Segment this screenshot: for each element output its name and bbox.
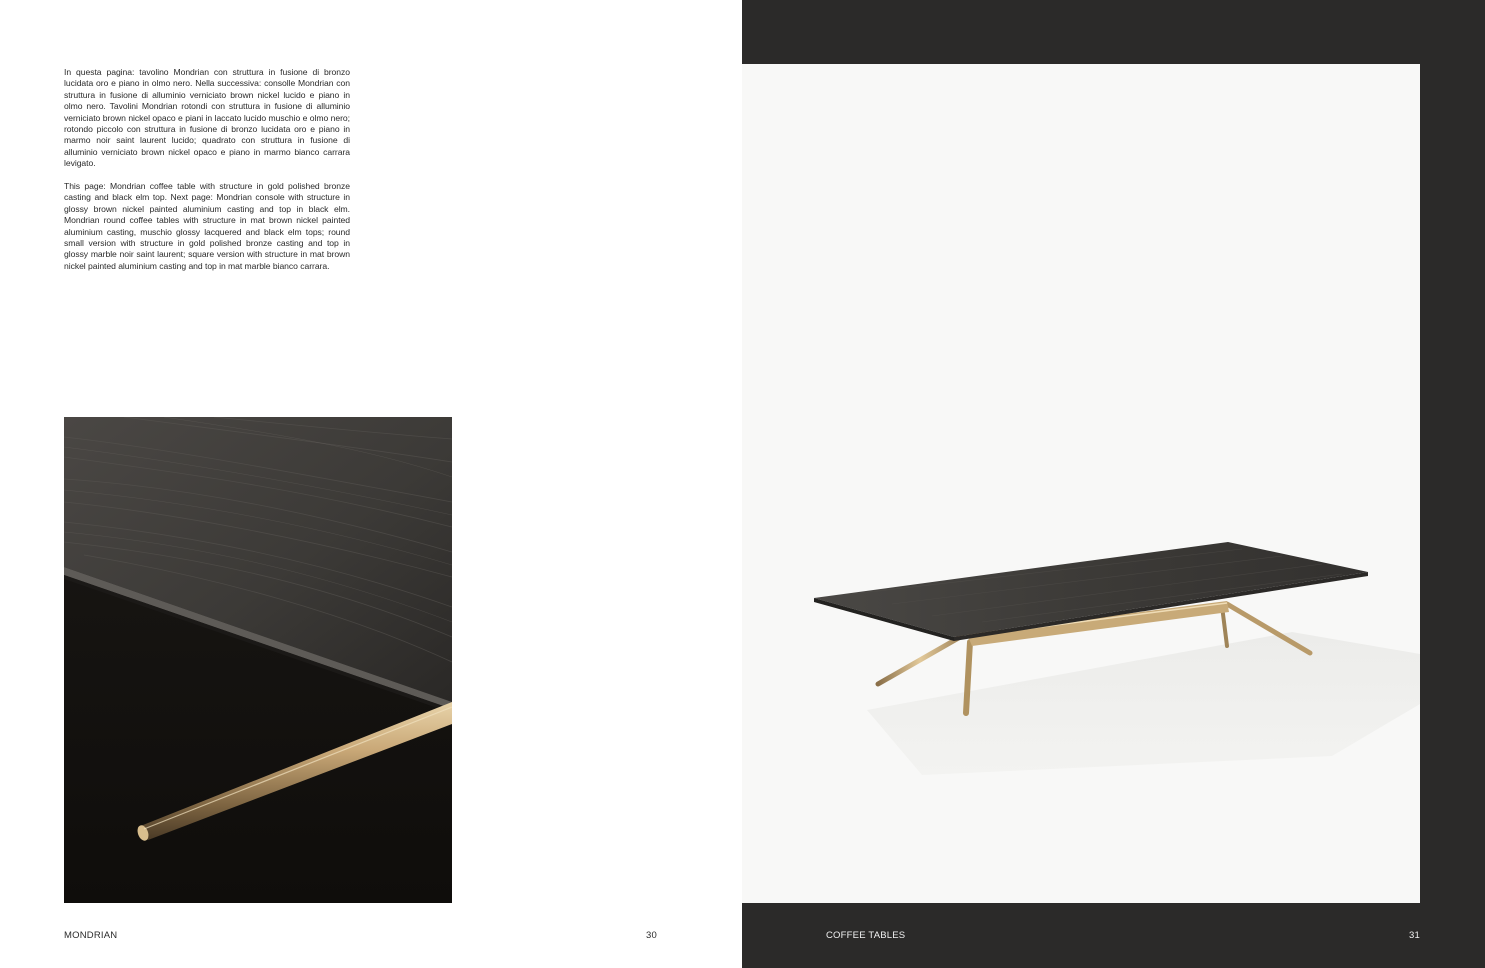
footer-section-title: COFFEE TABLES (826, 930, 906, 941)
coffee-table-illustration (742, 64, 1420, 903)
footer-collection-title: MONDRIAN (64, 930, 118, 941)
table-detail-photo (64, 417, 452, 903)
page-number-right: 31 (1409, 930, 1420, 941)
caption-english: This page: Mondrian coffee table with structure in gold polished bronze casting and black elm top. Next page: Mondrian console with structure in glossy brown nickel painted aluminium casting and top in black elm. Mondrian round coffee tables with structure in mat brown nickel painted aluminium casting, muschio glossy lacquered and black elm tops; round small version with structure in gold polished bronze casting and top in glossy marble noir saint laurent; square version with structure in mat brown nickel painted aluminium casting and top in mat marble bianco carrara. (64, 181, 350, 271)
left-page (0, 0, 742, 968)
right-page (742, 0, 1485, 968)
table-detail-illustration (64, 417, 452, 903)
coffee-table-product-photo (742, 64, 1420, 903)
page-number-left: 30 (646, 930, 657, 941)
caption-italian: In questa pagina: tavolino Mondrian con struttura in fusione di bronzo lucidata oro e piano in olmo nero. Nella successiva: consolle Mondrian con struttura in fusione di alluminio verniciato brown nickel lucido e piano in olmo nero. Tavolini Mondrian rotondi con struttura in fusione di alluminio verniciato brown nickel opaco e piani in laccato lucido muschio e olmo nero; rotondo piccolo con struttura in fusione di bronzo lucidata oro e piano in marmo noir saint laurent lucido; quadrato con struttura in fusione di alluminio verniciato brown nickel opaco e piano in marmo bianco carrara levigato. (64, 67, 350, 169)
